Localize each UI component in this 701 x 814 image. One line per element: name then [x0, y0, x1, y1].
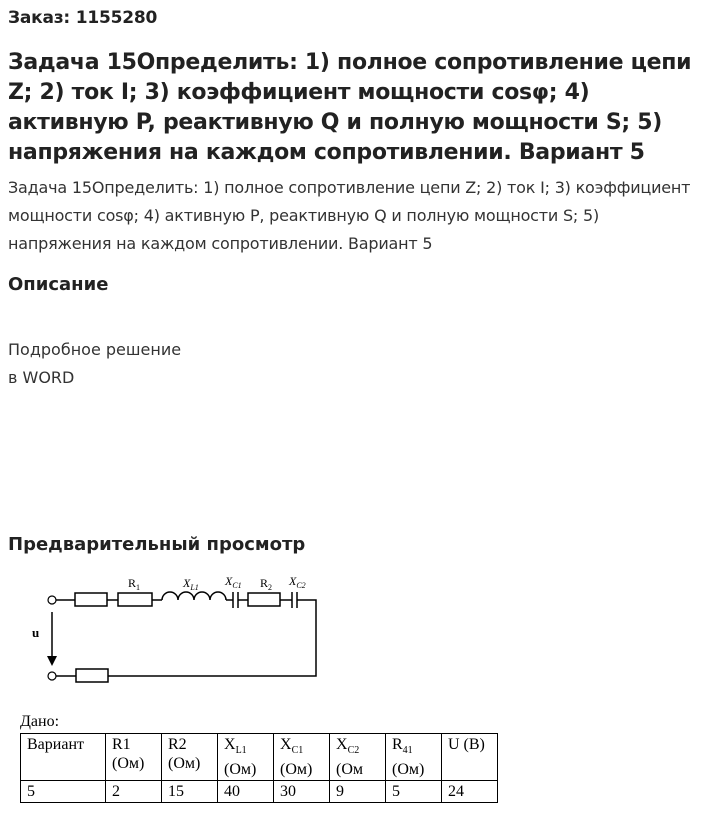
given-label: Дано:	[20, 713, 60, 730]
header-cell: $X_{C2}$ (Ом	[330, 734, 386, 781]
xc2-label: $X_{C2}$	[289, 574, 306, 590]
terminal-bottom	[48, 672, 56, 680]
table-cell: 40	[218, 781, 274, 803]
table-cell: 5	[386, 781, 442, 803]
table-row	[21, 781, 498, 803]
resistor-r2	[248, 593, 280, 606]
inductor-xl1	[162, 592, 226, 600]
header-cell: $R_{41}$ (Ом)	[386, 734, 442, 781]
solution-note	[8, 336, 181, 392]
xc1-label: $X_{C1}$	[225, 574, 242, 590]
circuit-diagram	[0, 560, 701, 710]
page-title: Задача 15Определить: 1) полное сопротивление цепи Z; 2) ток I; 3) коэффициент мощности cosφ; 4) активную P, реактивную Q и полную мощности S; 5) напряжения на каждом сопротивлении. Вариант 5	[8, 50, 692, 165]
header-cell: U (В)	[442, 734, 498, 781]
parameters-table	[20, 733, 498, 803]
header-cell: Вариант	[21, 734, 106, 781]
xl1-label: $X_{L1}$	[183, 576, 199, 592]
solution-line-2: в WORD	[8, 368, 75, 387]
table-cell: 5	[21, 781, 106, 803]
preview-heading: Предварительный просмотр	[8, 534, 306, 555]
order-number: Заказ: 1155280	[8, 8, 158, 28]
header-cell: R2 (Ом)	[162, 734, 218, 781]
table-cell: 24	[442, 781, 498, 803]
table-cell: 9	[330, 781, 386, 803]
header-cell: $X_{L1}$ (Ом)	[218, 734, 274, 781]
table-cell: 2	[106, 781, 162, 803]
table-cell: 30	[274, 781, 330, 803]
table-header-row	[21, 734, 498, 781]
task-description: Задача 15Определить: 1) полное сопротивление цепи Z; 2) ток I; 3) коэффициент мощности cosφ; 4) активную P, реактивную Q и полную мощности S; 5) напряжения на каждом сопротивлении. Вариант 5	[8, 178, 691, 253]
fuse-bottom	[76, 669, 108, 682]
header-cell: R1 (Ом)	[106, 734, 162, 781]
resistor-r1	[118, 593, 152, 606]
r1-label: $R_1$	[128, 576, 141, 592]
table-cell: 15	[162, 781, 218, 803]
fuse-top	[75, 593, 107, 606]
voltage-label: u	[32, 625, 40, 640]
terminal-top	[48, 596, 56, 604]
description-heading: Описание	[8, 274, 109, 295]
solution-line-1: Подробное решение	[8, 340, 182, 359]
header-cell: $X_{C1}$ (Ом)	[274, 734, 330, 781]
r2-label: $R_2$	[260, 576, 273, 592]
